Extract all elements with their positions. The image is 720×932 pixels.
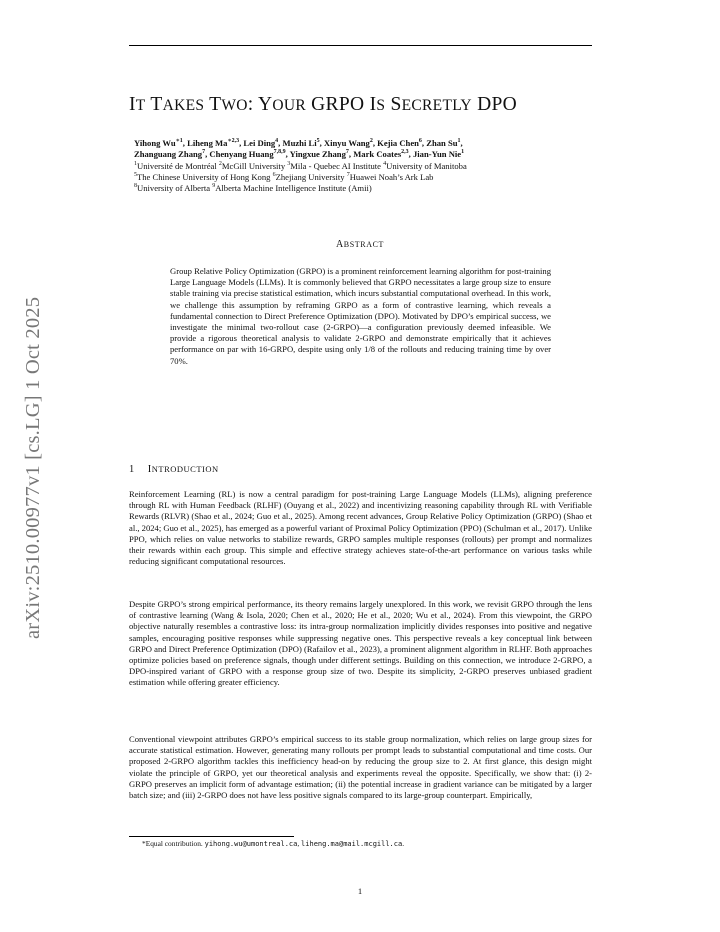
page-number: 1 bbox=[357, 886, 363, 896]
footnote-rule bbox=[129, 836, 294, 837]
intro-paragraph-2: Despite GRPO’s strong empirical performance, its theory remains largely unexplored. In this work, we revisit GRPO through the lens of contrastive learning (Wang & Isola, 2020; Chen et al., 2020; He et al., 2020; Wu et al., 2024). From this viewpoint, the GRPO objective naturally resembles a contrastive loss: its intra-group normalization implicitly divides responses into positive and negative samples, encouraging positive responses while suppressing negative ones. This perspective reveals a key conceptual link between GRPO and Direct Preference Optimization (DPO) (Rafailov et al., 2023), a prominent alignment algorithm in RLHF. Both approaches optimize policies based on preference signals, though under different settings. Building on this connection, we introduce 2-GRPO, a DPO-inspired variant of GRPO with a response group size of two. Despite its simplicity, 2-GRPO preserves unbiased gradient estimation while offering greater efficiency. bbox=[129, 599, 592, 688]
arxiv-stamp: arXiv:2510.00977v1 [cs.LG] 1 Oct 2025 bbox=[22, 296, 44, 639]
affiliation-line-1: $^1$Université de Montréal $^2$McGill University $^3$Mila - Quebec AI Institute $^4$University of Manitoba bbox=[134, 161, 467, 171]
affiliation-line-2: $^5$The Chinese University of Hong Kong $^6$Zhejiang University $^7$Huawei Noah’s Ark Lab bbox=[134, 172, 434, 182]
intro-paragraph-1: Reinforcement Learning (RL) is now a central paradigm for post-training Large Language Models (LLMs), aligning preference through RL with Human Feedback (RLHF) (Ouyang et al., 2022) and incentivizing reasoning capability through RL with Verifiable Rewards (RLVR) (Shao et al., 2024; Guo et al., 2025). Among recent advances, Group Relative Policy Optimization (GRPO) (Shao et al., 2024; Guo et al., 2025), has emerged as a powerful variant of Proximal Policy Optimization (PPO) (Schulman et al., 2017). Unlike PPO, which relies on value networks to stabilize rewards, GRPO samples multiple responses (rollouts) per prompt and normalizes their rewards within each group. This simple and effective strategy achieves state-of-the-art performance on various tasks while reducing significant computational resources. bbox=[129, 489, 592, 567]
section-heading: 1 INTRODUCTION bbox=[129, 464, 219, 475]
abstract-heading: ABSTRACT bbox=[335, 239, 385, 250]
author-list: Yihong $Wu^{∗1}$, Liheng $Ma^{∗2,3}$, Lei Ding$^4$, Muzhi Li$^5$, Xinyu Wang$^2$, Kejia Chen$^6$, Zhan Su$^1$, Zhanguang Zhang$^7$, Chenyang Huang$^{7,8,9}$, Yingxue Zhang$^7$, Mark Coates$^{2,3}$, Jian-Yun Nie$^1$ bbox=[134, 138, 465, 159]
email-link-2[interactable]: liheng.ma@mail.mcgill.ca bbox=[301, 840, 403, 848]
intro-paragraph-3: Conventional viewpoint attributes GRPO’s empirical success to its stable group normalization, which relies on large group sizes for accurate statistical estimation. However, generating many rollouts per prompt leads to substantial computational and time costs. Our proposed 2-GRPO algorithm tackles this inefficiency head-on by reducing the group size to 2. At first glance, this design might violate the principle of GRPO, yet our theoretical analysis and experiments reveal the opposite. Specifically, we show that: (i) 2-GRPO preserves an implicit form of advantage estimation; (ii) the potential increase in gradient variance can be mitigated by a larger batch size; and (iii) 2-GRPO does not have less positive signals compared to its large-group counterpart. Empirically, bbox=[129, 734, 592, 801]
header-rule bbox=[129, 45, 592, 46]
footnote: *Equal contribution. yihong.wu@umontreal.ca, liheng.ma@mail.mcgill.ca. bbox=[142, 839, 405, 848]
email-link-1[interactable]: yihong.wu@umontreal.ca bbox=[204, 840, 298, 848]
abstract-body: Group Relative Policy Optimization (GRPO) is a prominent reinforcement learning algorithm for post-training Large Language Models (LLMs). It is commonly believed that GRPO necessitates a large group size to ensure stable training via precise statistical estimation, which incurs substantial computational overhead. In this work, we challenge this assumption by reframing GRPO as a form of contrastive learning, which reveals a fundamental connection to Direct Preference Optimization (DPO). Motivated by DPO’s empirical success, we investigate the minimal two-rollout case (2-GRPO)—a configuration previously deemed infeasible. We provide a rigorous theoretical analysis to validate 2-GRPO and demonstrate empirically that it achieves performance on par with 16-GRPO, despite using only 1/8 of the rollouts and reducing training time by over 70%. bbox=[170, 266, 551, 366]
paper-title: IT TAKES TWO: YOUR GRPO IS SECRETLY DPO bbox=[129, 94, 518, 115]
affiliation-line-3: $^8$University of Alberta $^9$Alberta Machine Intelligence Institute (Amii) bbox=[134, 183, 372, 193]
